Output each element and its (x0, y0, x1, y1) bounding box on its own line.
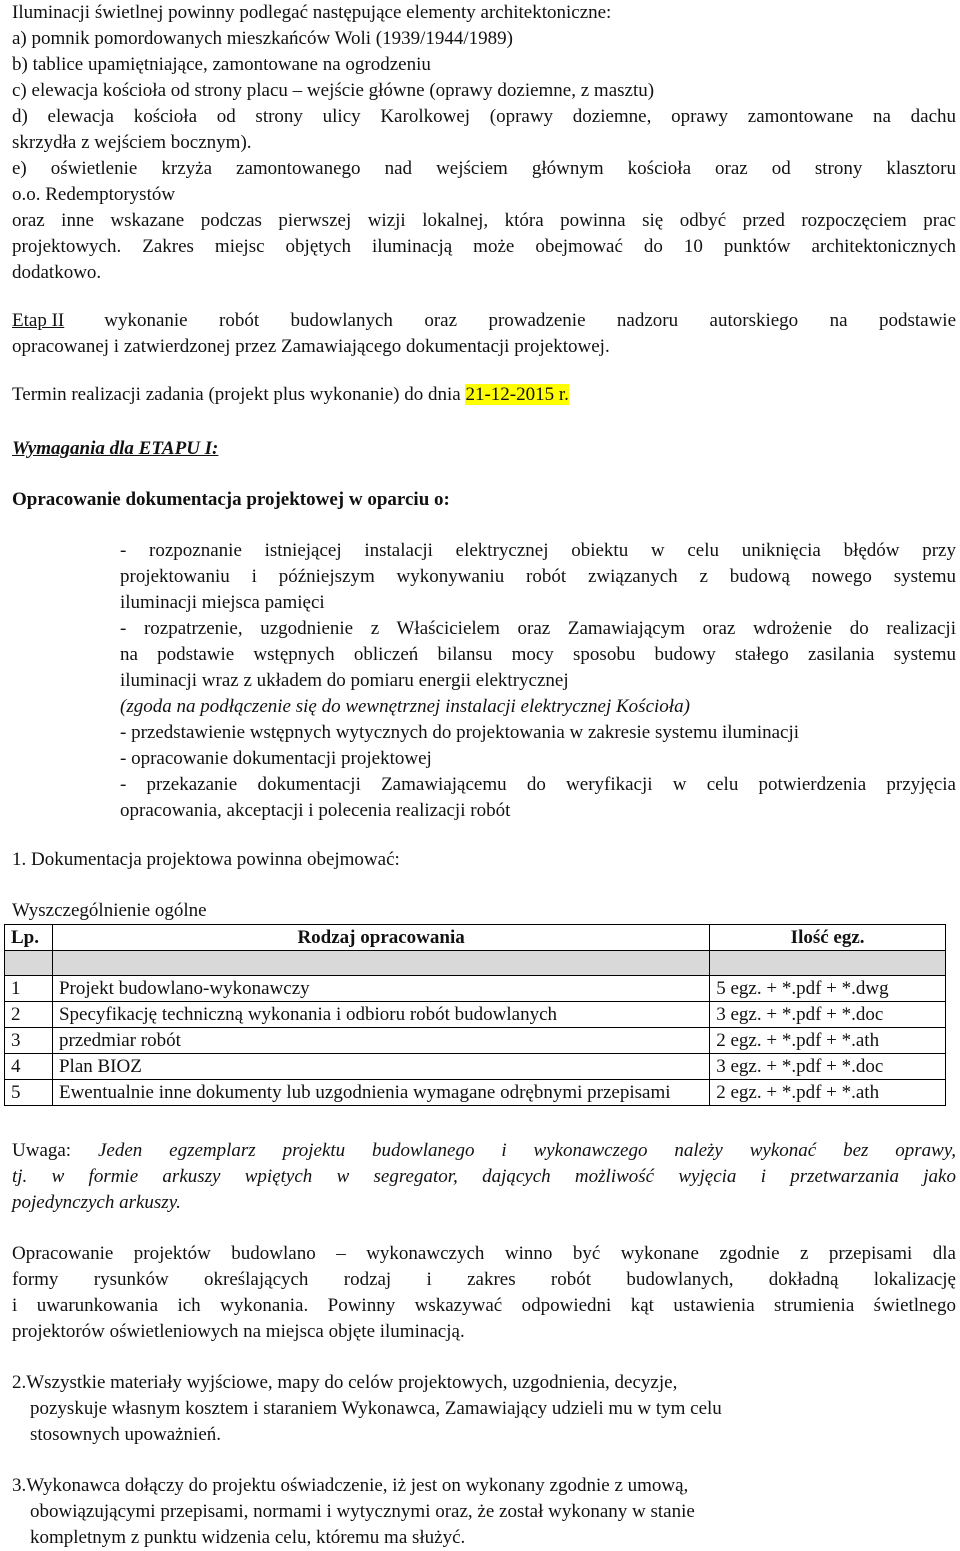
wymagania-heading: Wymagania dla ETAPU I: (12, 438, 219, 459)
table-cell-lp: 5 (5, 1080, 53, 1106)
note-label: Uwaga: (12, 1140, 98, 1161)
intro-paragraph: oraz inne wskazane podczas pierwszej wizji lokalnej, która powinna się odbyć przed rozpoczęciem prac (12, 210, 956, 231)
req-item-cont: na podstawie wstępnych obliczeń bilansu mocy sposobu budowy stałego zasilania systemu (120, 644, 956, 665)
etap2-label: Etap II (12, 310, 65, 331)
section-2-line: pozyskuje własnym kosztem i staraniem Wykonawca, Zamawiający udzieli mu w tym celu (30, 1398, 722, 1419)
etap2-text: wykonanie robót budowlanych oraz prowadzenie nadzoru autorskiego na podstawie (104, 310, 956, 331)
table-header-row (5, 925, 946, 951)
req-item: - opracowanie dokumentacji projektowej (120, 748, 432, 769)
termin-date: 21-12-2015 r. (465, 384, 569, 405)
table-cell-name: Ewentualnie inne dokumenty lub uzgodnienia wymagane odrębnymi przepisami (52, 1080, 709, 1106)
table-cell-lp: 4 (5, 1054, 53, 1080)
table-cell-qty: 5 egz. + *.pdf + *.dwg (710, 976, 946, 1002)
note-text-cont: tj. w formie arkuszy wpiętych w segregator, dających możliwość wyjęcia i przetwarzania jako (12, 1166, 956, 1187)
section-2-line: 2.Wszystkie materiały wyjściowe, mapy do celów projektowych, uzgodnienia, decyzje, (12, 1372, 678, 1393)
section-2-line: stosownych upoważnień. (30, 1424, 222, 1445)
intro-paragraph: dodatkowo. (12, 262, 102, 283)
table-cell-lp: 3 (5, 1028, 53, 1054)
table-cell-lp: 2 (5, 1002, 53, 1028)
paragraph-line: projektorów oświetleniowych na miejsca objęte iluminacją. (12, 1321, 465, 1342)
table-cell-lp: 1 (5, 976, 53, 1002)
intro-paragraph: projektowych. Zakres miejsc objętych iluminacją może obejmować do 10 punktów architektonicznych (12, 236, 956, 257)
req-item: - przekazanie dokumentacji Zamawiającemu do weryfikacji w celu potwierdzenia przyjęcia (120, 774, 956, 795)
intro-item-e-cont: o.o. Redemptorystów (12, 184, 176, 205)
req-item: - przedstawienie wstępnych wytycznych do projektowania w zakresie systemu iluminacji (120, 722, 800, 743)
section-3-line: 3.Wykonawca dołączy do projektu oświadczenie, iż jest on wykonany zgodnie z umową, (12, 1475, 689, 1496)
req-item-cont: iluminacji wraz z układem do pomiaru energii elektrycznej (120, 670, 569, 691)
req-item: - rozpoznanie istniejącej instalacji elektrycznej obiektu w celu uniknięcia błędów przy (120, 540, 956, 561)
termin-line (12, 382, 569, 408)
table-row (5, 1028, 946, 1054)
req-item: - rozpatrzenie, uzgodnienie z Właścicielem oraz Zamawiającym oraz wdrożenie do realizacji (120, 618, 956, 639)
req-item-cont: opracowania, akceptacji i polecenia realizacji robót (120, 800, 511, 821)
section-1-subtitle: Wyszczególnienie ogólne (12, 900, 207, 921)
etap2-line (12, 308, 956, 334)
intro-item-b: b) tablice upamiętniające, zamontowane na ogrodzeniu (12, 54, 431, 75)
section-3-line: kompletnym z punktu widzenia celu, któremu ma służyć. (30, 1527, 466, 1548)
paragraph-line: formy rysunków określających rodzaj i zakres robót budowlanych, dokładną lokalizację (12, 1269, 956, 1290)
req-item-note: (zgoda na podłączenie się do wewnętrznej instalacji elektrycznej Kościoła) (120, 696, 690, 717)
section-3-line: obowiązującymi przepisami, normami i wytycznymi oraz, że został wykonany w stanie (30, 1501, 695, 1522)
table-cell-qty: 2 egz. + *.pdf + *.ath (710, 1028, 946, 1054)
intro-item-e: e) oświetlenie krzyża zamontowanego nad wejściem głównym kościoła oraz od strony klasztoru (12, 158, 956, 179)
intro-line: Iluminacji świetlnej powinny podlegać następujące elementy architektoniczne: (12, 2, 612, 23)
etap2-text-cont: opracowanej i zatwierdzonej przez Zamawiającego dokumentacji projektowej. (12, 336, 610, 357)
req-item-cont: projektowaniu i późniejszym wykonywaniu robót związanych z budową nowego systemu (120, 566, 956, 587)
wymagania-subheading: Opracowanie dokumentacja projektowej w oparciu o: (12, 489, 450, 510)
table-row (5, 976, 946, 1002)
termin-text: Termin realizacji zadania (projekt plus wykonanie) do dnia (12, 384, 466, 405)
note-text: Jeden egzemplarz projektu budowlanego i wykonawczego należy wykonać bez oprawy, (97, 1140, 956, 1161)
intro-item-c: c) elewacja kościoła od strony placu – wejście główne (oprawy doziemne, z masztu) (12, 80, 655, 101)
section-1-title: 1. Dokumentacja projektowa powinna obejmować: (12, 849, 400, 870)
table-header-type: Rodzaj opracowania (52, 925, 709, 951)
table-cell-name: przedmiar robót (52, 1028, 709, 1054)
table-cell-name: Projekt budowlano-wykonawczy (52, 976, 709, 1002)
note-text-cont: pojedynczych arkuszy. (12, 1192, 181, 1213)
table-row (5, 1054, 946, 1080)
table-spacer-row (5, 951, 946, 976)
paragraph-line: Opracowanie projektów budowlano – wykonawczych winno być wykonane zgodnie z przepisami dla (12, 1243, 956, 1264)
table-header-lp: Lp. (5, 925, 53, 951)
req-item-cont: iluminacji miejsca pamięci (120, 592, 325, 613)
table-cell-name: Specyfikację techniczną wykonania i odbioru robót budowlanych (52, 1002, 709, 1028)
intro-item-d-cont: skrzydła z wejściem bocznym). (12, 132, 252, 153)
note-line (12, 1138, 956, 1164)
table-cell-qty: 2 egz. + *.pdf + *.ath (710, 1080, 946, 1106)
table-cell-qty: 3 egz. + *.pdf + *.doc (710, 1054, 946, 1080)
table-row (5, 1002, 946, 1028)
paragraph-line: i uwarunkowania ich wykonania. Powinny wskazywać odpowiedni kąt ustawienia strumienia świetlnego (12, 1295, 956, 1316)
documents-table (4, 924, 946, 1106)
table-cell-name: Plan BIOZ (52, 1054, 709, 1080)
intro-item-d: d) elewacja kościoła od strony ulicy Karolkowej (oprawy doziemne, oprawy zamontowane na dachu (12, 106, 956, 127)
table-header-qty: Ilość egz. (710, 925, 946, 951)
table-cell-qty: 3 egz. + *.pdf + *.doc (710, 1002, 946, 1028)
intro-item-a: a) pomnik pomordowanych mieszkańców Woli (1939/1944/1989) (12, 28, 514, 49)
table-row (5, 1080, 946, 1106)
